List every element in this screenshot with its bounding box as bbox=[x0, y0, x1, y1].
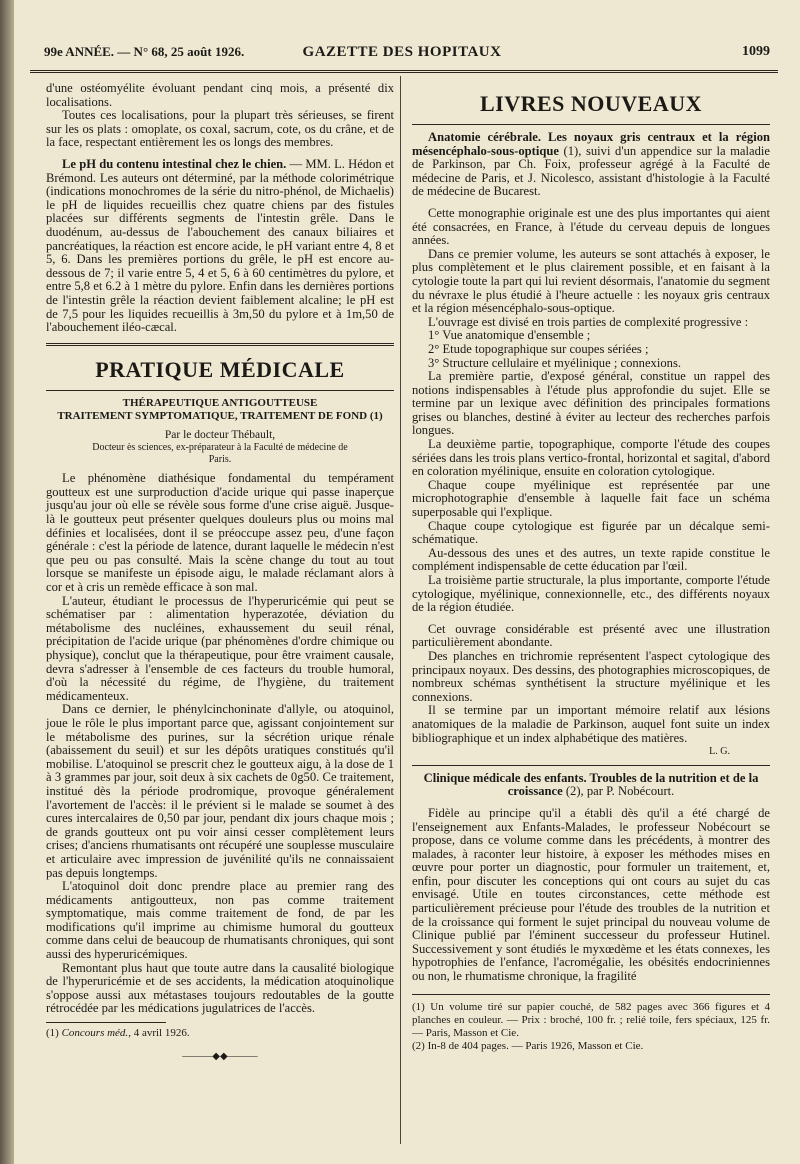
book-title: Anatomie cérébrale. Les noyaux gris centraux et la région mésencéphalo-sous-optique bbox=[412, 130, 770, 158]
page-header bbox=[34, 44, 770, 68]
byline: Par le docteur Thébault, bbox=[164, 428, 276, 441]
footnote-1: (1) Un volume tiré sur papier couché, de 582 pages avec 366 figures et 4 planches en couleur. — Prix : broché, 100 fr. ; relié toile, fers spéciaux, 125 fr. — Paris, Masson et Cie. bbox=[412, 1000, 770, 1039]
book-heading-2 bbox=[412, 772, 770, 799]
article-paragraph: Remontant plus haut que toute autre dans la causalité biologique de l'hyperuricémie et de ses accidents, la médication atoquinolique s'oppose aussi aux métastases toujours redoutables de la goutte rétrocédée par les médications jugulatrices de l'accès. bbox=[46, 960, 394, 1016]
left-column bbox=[46, 82, 394, 1064]
review-paragraph: L'ouvrage est divisé en trois parties de complexité progressive : bbox=[428, 314, 749, 329]
footnote-source: Concours méd. bbox=[61, 1027, 129, 1040]
review-paragraph: La deuxième partie, topographique, comporte l'étude des coupes sériées dans les trois plans vertico-frontal, horizontal et sagital, d'abord en coloration myélinique, ensuite en coloration cytologique. bbox=[412, 437, 770, 479]
section-rule-thin-right bbox=[412, 124, 770, 125]
ornament-divider: ———◆◆——— bbox=[182, 1051, 258, 1063]
footnote-rule-right bbox=[412, 994, 770, 995]
ph-note-text: Les auteurs ont déterminé, par la méthode colorimétrique (indications monochromes de la série du nitro-phénol, de Michaelis) le pH de liquides recueillis chez quatre chiens par des fistules placées sur différents segments de l'intestin grêle. Dans le duodénum, au-dessus de l'abouchement des canaux biliaires et pancréatiques, la réaction est encore acide, le pH variant entre 4, 8 et 5, 6. Dans les premières portions du grêle, le pH est encore au-dessous de 7; il varie entre 5, 4 et 5, 6 à 60 centimètres du pylore, et entre 5,8 et 6.2 à 1 mètre du pylore. Enfin dans les dernières portions de l'intestin grêle la réaction devient faiblement alcaline; le pH est de 7,5 pour les liquides recueillis à 3m,50 du pylore et à 1m,50 de l'abouchement iléo-cæcal. bbox=[46, 170, 394, 335]
ph-note-title: Le pH du contenu intestinal chez le chien. bbox=[62, 156, 287, 171]
footnote-mark: (1) bbox=[46, 1027, 62, 1040]
review-paragraph: La première partie, d'exposé général, constitue un rappel des notions indispensables à l'étude plus approfondie du sujet. Elle se termine par un lexique avec définition des principales formations grises ou blanches, destiné à éviter au lecteur des recherches parfois longues. bbox=[412, 369, 770, 438]
book-details: (1), suivi d'un appendice sur la maladie de Parkinson, par Ch. Foix, professeur agrégé à la Faculté de médecine de Paris, et J. Nicolesco, assistant d'histologie à la Faculté de médecine de Bucarest. bbox=[412, 143, 770, 199]
review-separator bbox=[412, 765, 770, 766]
right-column bbox=[412, 82, 770, 1053]
book-heading bbox=[412, 131, 770, 199]
review-paragraph: Dans ce premier volume, les auteurs se sont attachés à exposer, le plus complètement et le plus clairement possible, et en faisant à la cytologie toute la part qui lui revient désormais, l'anatomie du segment du névraxe le plus étudié à l'heure actuelle : les noyaux gris centraux et la région mésencéphalo-sous-optique. bbox=[412, 246, 770, 316]
list-item: 2° Etude topographique sur coupes sériées ; bbox=[428, 341, 649, 356]
article-paragraph: Dans ce dernier, le phénylcinchoninate d'allyle, ou atoquinol, joue le rôle le plus important parce que, agissant conjointement sur le métabolisme des purines, sur la sécrétion urique rénale (abaissement du seuil) et sur les dépôts uratiques constitués qu'il mobilise. L'atoquinol se prescrit chez le goutteux aigu, à la dose de 1 à 3 grammes par jour, soit deux à six cachets de 0g50. Ce traitement, institué dès la période prodromique, provoque généralement l'avortement de l'accès: il le prévient si le malade se soumet à des cures intercalaires de 0,50 par jour, pendant dix jours chaque mois ; de grands goutteux ont pu voir ainsi cesser complètement leurs crises; d'anciens rhumatisants ont récupéré une souplesse musculaire et articulaire avec impression de juvénilité qu'ils ne connaissaient pas depuis longtemps. bbox=[46, 702, 394, 880]
journal-title: GAZETTE DES HOPITAUX bbox=[302, 44, 502, 60]
page-number: 1099 bbox=[742, 44, 770, 59]
article-paragraph: Le phénomène diathésique fondamental du tempérament goutteux est une surproduction d'acide urique qui passe inaperçue jusqu'au jour où elle se révèle sous forme d'une crise aiguë. Jusque-là le goutteux peut présenter quelques douleurs plus ou moins mal définies et localisées, dont il se préoccupe assez peu, d'une façon générale : c'est la période de latence, durant laquelle le médecin n'est que peu ou pas consulté. Mais la scène change du tout au tout lorsque se manifeste un épisode aigu, le malade réclamant alors à cor et à cris un remède efficace à son mal. bbox=[46, 471, 394, 595]
review-paragraph: Cet ouvrage considérable est présenté avec une illustration particulièrement abondante. bbox=[412, 621, 770, 650]
book-title-2: Clinique médicale des enfants. Troubles de la nutrition et de la croissance bbox=[423, 770, 759, 799]
footnote-rule bbox=[46, 1022, 166, 1023]
list-item: 3° Structure cellulaire et myélinique ; connexions. bbox=[428, 355, 681, 370]
review-signature: L. G. bbox=[709, 746, 730, 758]
intro-paragraph-2: Toutes ces localisations, pour la plupart très sérieuses, se firent sur les os plats : omoplate, os coxal, sacrum, cote, os du crâne, et de la face, respectant entièrement les os longs des membres. bbox=[46, 108, 394, 150]
ph-note-authors: — MM. L. Hédon et Brémond. bbox=[46, 156, 394, 185]
section-rule bbox=[46, 343, 394, 346]
book-details-2: (2), par P. Nobécourt. bbox=[562, 784, 675, 799]
article-paragraph: L'auteur, étudiant le processus de l'hyperuricémie qui peut se schématiser par : alimentation hyperazotée, déviation du métabolisme des nucléines, exhaussement du seuil rénal, précipitation de l'acide urique (par phénomènes d'ordre chimique ou physique), conclut que la thérapeutique, pour être vraiment causale, devra s'adresser à l'ensemble de ces facteurs du trouble humoral, d'où la nécessité du régime, de l'hygiène, du traitement médicamenteux. bbox=[46, 593, 394, 703]
footnote-date: , 4 avril 1926. bbox=[128, 1027, 190, 1040]
article-subtitle: TRAITEMENT SYMPTOMATIQUE, TRAITEMENT DE FOND (1) bbox=[57, 409, 383, 422]
page-binding-edge bbox=[0, 0, 14, 1164]
ph-note bbox=[46, 158, 394, 335]
footnote bbox=[46, 1027, 394, 1040]
article-title: THÉRAPEUTIQUE ANTIGOUTTEUSE bbox=[122, 396, 318, 409]
review-paragraph: Des planches en trichromie représentent l'aspect cytologique des principaux noyaux. Des dessins, des photographies microscopiques, de nombreux schémas synthétisent la structure myélinique et les connexions. bbox=[412, 648, 770, 704]
header-rule bbox=[30, 70, 778, 73]
footnote-2: (2) In-8 de 404 pages. — Paris 1926, Masson et Cie. bbox=[412, 1039, 644, 1052]
article-paragraph: L'atoquinol doit donc prendre place au premier rang des médicaments antigoutteux, non pas comme traitement symptomatique, mais comme traitement de fond, de par les modifications qu'il imprime au chimisme humoral du goutteux comme dans celui de beaucoup de rhumatisants chroniques, qui sont aussi des hyperuricémiques. bbox=[46, 879, 394, 962]
section-title-livres: LIVRES NOUVEAUX bbox=[479, 91, 703, 116]
review-paragraph: Il se termine par un important mémoire relatif aux lésions anatomiques de la maladie de Parkinson, auquel font suite un index bibliographique et un index alphabétique des matières. bbox=[412, 703, 770, 745]
section-title-pratique: PRATIQUE MÉDICALE bbox=[95, 356, 345, 382]
review-paragraph: Chaque coupe cytologique est figurée par un décalque semi-schématique. bbox=[412, 518, 770, 547]
intro-paragraph: d'une ostéomyélite évoluant pendant cinq mois, a présenté dix localisations. bbox=[46, 81, 394, 109]
review-paragraph: Chaque coupe myélinique est représentée par une microphotographie d'ensemble à laquelle fait face un schéma superposable qui l'explique. bbox=[412, 477, 770, 520]
section-rule-thin bbox=[46, 390, 394, 391]
review-paragraph: Fidèle au principe qu'il a établi dès qu'il a été chargé de l'enseignement aux Enfants-Malades, le professeur Nobécourt se propose, dans ce volume comme dans les précédents, à montrer des malades, à raconter leur histoire, à exposer les méthodes mises en œuvre pour porter un diagnostic, pour formuler un traitement, et, enfin, pour discuter les conceptions qui ont cours au sujet du cas envisagé. Utile en toutes circonstances, cette méthode est particulièrement précieuse pour l'étude des troubles de la nutrition et de la croissance qui forment le sujet principal du nouveau volume de Clinique publié par l'éminent successeur du professeur Hutinel. Successivement y sont étudiés le myxœdème et les états connexes, les hypotrophies de l'enfance, l'acromégalie, les obésités endocriniennes ou non, le rhumatisme chronique, la fragilité bbox=[412, 805, 770, 984]
list-item: 1° Vue anatomique d'ensemble ; bbox=[428, 328, 591, 343]
column-divider bbox=[400, 76, 401, 1144]
affiliation: Docteur ès sciences, ex-préparateur à la Faculté de médecine de Paris. bbox=[92, 442, 348, 466]
issue-info: 99e ANNÉE. — N° 68, 25 août 1926. bbox=[44, 44, 245, 59]
review-paragraph: Cette monographie originale est une des plus importantes qui aient été consacrées, en France, à l'étude du cerveau depuis de longues années. bbox=[412, 205, 770, 248]
review-paragraph: Au-dessous des unes et des autres, un texte rapide constitue le complément indispensable de cette éducation par l'œil. bbox=[412, 545, 770, 574]
review-paragraph: La troisième partie structurale, la plus importante, comporte l'étude cytologique, myélinique, connexionnelle, etc., des différents noyaux de la région étudiée. bbox=[412, 573, 770, 615]
